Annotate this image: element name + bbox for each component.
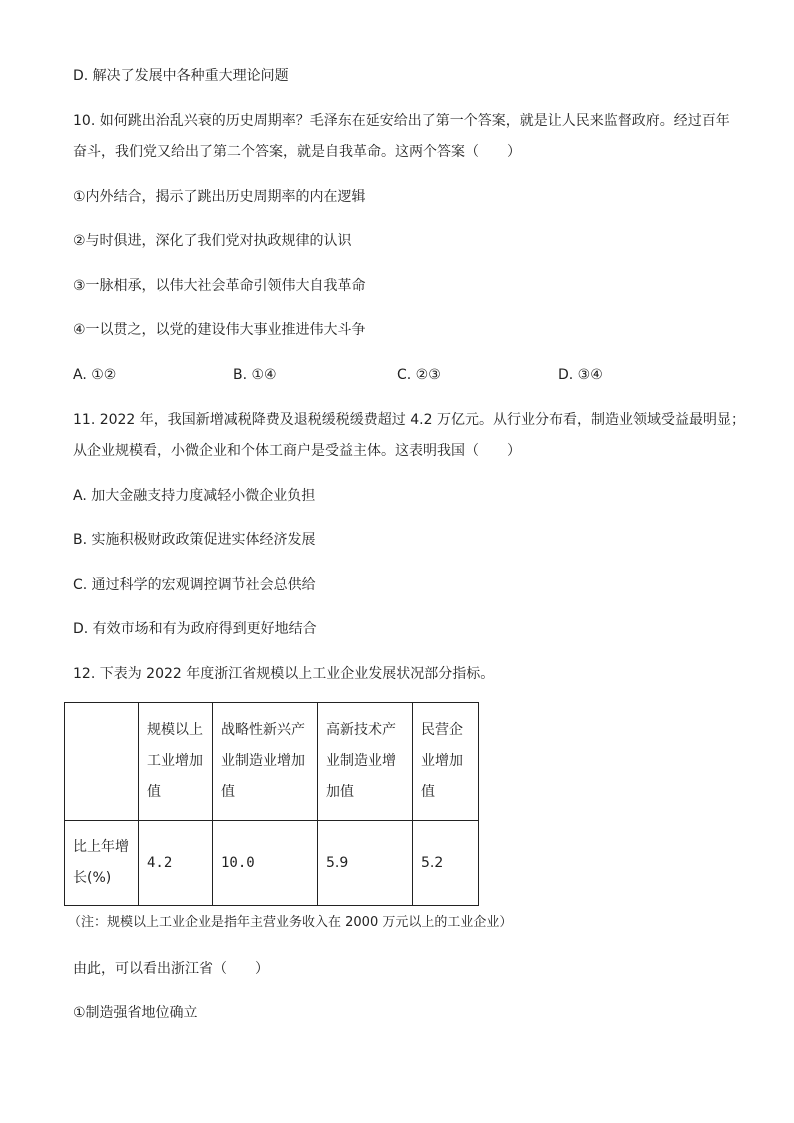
q12-table-note: （注：规模以上工业企业是指年主营业务收入在 2000 万元以上的工业企业） — [68, 915, 513, 930]
header-high-tech: 高新技术产业制造业增加值 — [318, 703, 413, 821]
value-industrial-added-value: 4.2 — [139, 821, 213, 906]
table-corner-cell — [65, 703, 139, 821]
q12-follow: 由此，可以看出浙江省（ ） — [73, 961, 269, 977]
header-strategic-emerging: 战略性新兴产业制造业增加值 — [213, 703, 318, 821]
q11-option-c: C. 通过科学的宏观调控调节社会总供给 — [73, 577, 316, 593]
q10-option-a: A. ①② — [73, 367, 117, 383]
q10-option-b: B. ①④ — [233, 367, 277, 383]
header-private-enterprise: 民营企业增加值 — [413, 703, 479, 821]
table-header-row — [65, 703, 479, 821]
indicator-table — [64, 702, 479, 906]
q10-stem-line1: 10. 如何跳出治乱兴衰的历史周期率？毛泽东在延安给出了第一个答案，就是让人民来监督政府。经过百年 — [73, 113, 730, 129]
q9-option-d: D. 解决了发展中各种重大理论问题 — [73, 68, 289, 84]
table-row — [65, 821, 479, 906]
q10-item-3: ③一脉相承，以伟大社会革命引领伟大自我革命 — [73, 278, 366, 294]
header-industrial-added-value: 规模以上工业增加值 — [139, 703, 213, 821]
row-label-growth: 比上年增长(%) — [65, 821, 139, 906]
q10-item-2: ②与时俱进，深化了我们党对执政规律的认识 — [73, 233, 352, 249]
q10-option-c: C. ②③ — [397, 367, 441, 383]
q11-option-d: D. 有效市场和有为政府得到更好地结合 — [73, 621, 317, 637]
q12-stem: 12. 下表为 2022 年度浙江省规模以上工业企业发展状况部分指标。 — [73, 666, 495, 682]
value-strategic-emerging: 10.0 — [213, 821, 318, 906]
value-high-tech: 5.9 — [318, 821, 413, 906]
q11-option-b: B. 实施积极财政政策促进实体经济发展 — [73, 532, 316, 548]
q10-stem-line2: 奋斗，我们党又给出了第二个答案，就是自我革命。这两个答案（ ） — [73, 144, 521, 160]
q10-item-1: ①内外结合，揭示了跳出历史周期率的内在逻辑 — [73, 189, 366, 205]
q12-item-1: ①制造强省地位确立 — [73, 1005, 198, 1021]
q10-item-4: ④一以贯之，以党的建设伟大事业推进伟大斗争 — [73, 322, 366, 338]
q11-stem-line1: 11. 2022 年，我国新增减税降费及退税缓税缓费超过 4.2 万亿元。从行业分布看，制造业领域受益最明显； — [73, 412, 745, 428]
q11-option-a: A. 加大金融支持力度减轻小微企业负担 — [73, 488, 316, 504]
value-private-enterprise: 5.2 — [413, 821, 479, 906]
q11-stem-line2: 从企业规模看，小微企业和个体工商户是受益主体。这表明我国（ ） — [73, 443, 521, 459]
q10-option-d: D. ③④ — [558, 367, 603, 383]
